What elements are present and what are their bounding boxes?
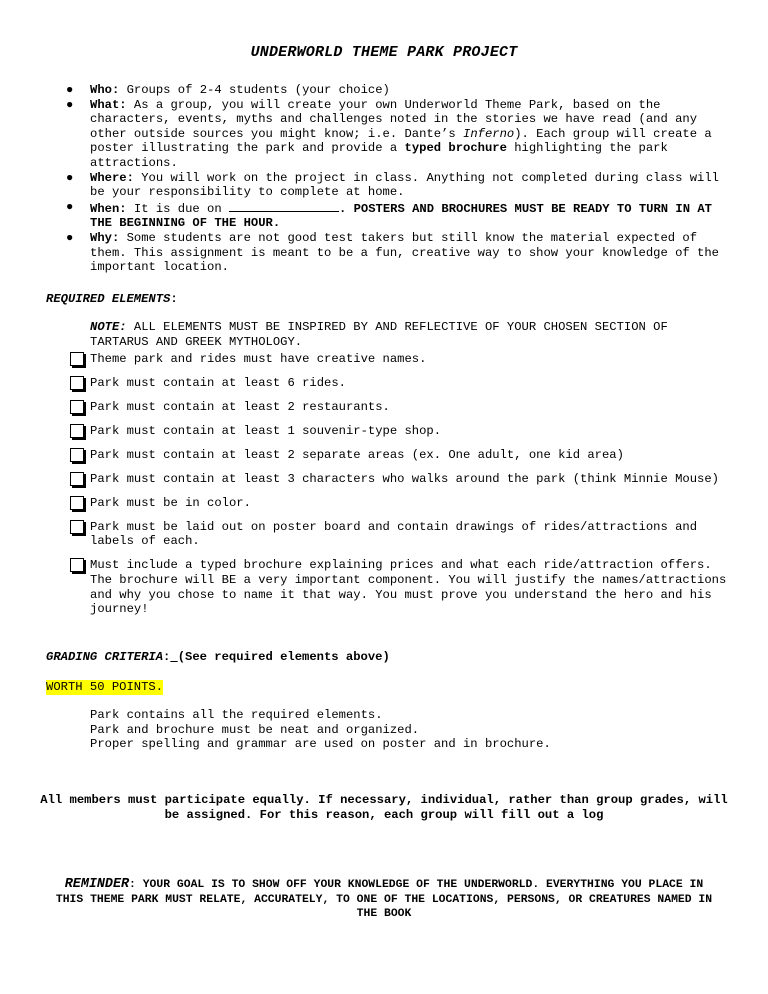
criteria-item: Park and brochure must be neat and organized. (90, 722, 420, 737)
checklist-item (68, 472, 728, 487)
checklist-item (68, 352, 728, 367)
why-label: Why: (90, 230, 120, 245)
project-overview-list (66, 83, 726, 275)
participation-note: All members must participate equally. If necessary, individual, rather than group grades, will be assigned. For this reason, each group will fill out a log (40, 793, 728, 822)
checkbox-icon (70, 496, 84, 510)
where-label: Where: (90, 170, 134, 185)
checklist-item-text: Park must contain at least 2 restaurants. (90, 399, 390, 414)
grading-criteria-list (90, 708, 551, 752)
checklist-item (68, 496, 728, 511)
bullet-icon: ● (66, 83, 74, 97)
grading-text: (See required elements above) (177, 650, 390, 664)
list-item-what (66, 98, 726, 171)
checklist-item-text: Park must contain at least 6 rides. (90, 375, 346, 390)
checklist-item-text: Park must be in color. (90, 495, 251, 510)
checkbox-icon (70, 352, 84, 366)
checklist-item (68, 424, 728, 439)
what-text-2: ). Each group will create a poster illustrating the park and provide a (90, 126, 712, 156)
checklist-item-text: Park must contain at least 1 souvenir-type shop. (90, 423, 442, 438)
required-elements-heading (46, 292, 178, 307)
what-text-3: highlighting the park attractions. (90, 141, 668, 170)
requirements-checklist (68, 352, 728, 626)
note-label: NOTE: (90, 320, 127, 334)
checklist-item-text: Park must contain at least 3 characters who walks around the park (think Minnie Mouse) (90, 471, 719, 486)
reminder-paragraph (50, 878, 718, 922)
grading-label: GRADING CRITERIA (46, 650, 164, 664)
checklist-item (68, 448, 728, 463)
checklist-item-text: Park must be laid out on poster board and contain drawings of rides/attractions and labels of each. (90, 519, 698, 549)
checkbox-icon (70, 472, 84, 486)
what-bold: typed brochure (404, 141, 507, 156)
bullet-icon: ● (66, 199, 74, 214)
what-label: What: (90, 97, 127, 112)
worth-points-highlight: WORTH 50 POINTS. (46, 680, 164, 694)
due-date-blank (229, 200, 339, 212)
where-text: You will work on the project in class. Anything not completed during class will be your responsibility to complete at home. (90, 170, 719, 200)
bullet-icon: ● (66, 97, 74, 112)
who-label: Who: (90, 83, 120, 97)
note-paragraph (90, 320, 700, 349)
page-title: UNDERWORLD THEME PARK PROJECT (250, 44, 518, 61)
criteria-item: Park contains all the required elements. (90, 708, 383, 722)
when-bold: . POSTERS AND BROCHURES MUST BE READY TO TURN IN AT THE BEGINNING OF THE HOUR. (90, 201, 712, 231)
checkbox-icon (70, 448, 84, 462)
criteria-item: Proper spelling and grammar are used on poster and in brochure. (90, 737, 551, 752)
checklist-item-text: Must include a typed brochure explaining prices and what each ride/attraction offers. The brochure will BE a very important component. You will justify the names/attractions and why you chose to name it that way. You must prove you understand the hero and his journey! (90, 558, 727, 617)
required-heading-text: REQUIRED ELEMENTS (46, 292, 171, 306)
what-italic: Inferno (463, 126, 515, 141)
reminder-text: : YOUR GOAL IS TO SHOW OFF YOUR KNOWLEDGE OF THE UNDERWORLD. EVERYTHING YOU PLACE IN THIS THEME PARK MUST RELATE, ACCURATELY, TO ONE OF THE LOCATIONS, PERSONS, OR CREATURES NAMED IN THE BOOK (55, 879, 713, 921)
grading-underline-space (170, 650, 177, 664)
required-heading-colon: : (170, 292, 178, 306)
when-label: When: (90, 201, 127, 216)
reminder-label: REMINDER (64, 877, 130, 892)
list-item-why (66, 231, 726, 275)
grading-criteria-heading (46, 650, 390, 665)
list-item-where (66, 171, 726, 200)
checklist-item-text: Theme park and rides must have creative names. (90, 352, 427, 366)
checkbox-icon (70, 400, 84, 414)
checklist-item (68, 376, 728, 391)
checkbox-icon (70, 424, 84, 438)
bullet-icon: ● (66, 170, 74, 185)
checkbox-icon (70, 520, 84, 534)
list-item-who (66, 83, 726, 98)
when-text: It is due on (126, 201, 229, 216)
who-text: Groups of 2-4 students (your choice) (119, 83, 390, 97)
checklist-item (68, 558, 728, 616)
bullet-icon: ● (66, 230, 74, 245)
checkbox-icon (70, 376, 84, 390)
why-text: Some students are not good test takers but still know the material expected of them. This assignment is meant to be a fun, creative way to show your knowledge of the important location. (90, 230, 719, 275)
note-text: ALL ELEMENTS MUST BE INSPIRED BY AND REFLECTIVE OF YOUR CHOSEN SECTION OF TARTARUS AND GREEK MYTHOLOGY. (90, 320, 668, 349)
what-text: As a group, you will create your own Underworld Theme Park, based on the characters, events, myths and challenges noted in the stories we have read (and any other outside sources you might know; i.e. Dante’s (90, 97, 698, 141)
list-item-when (66, 200, 726, 231)
grading-colon: : (163, 650, 171, 664)
checklist-item-text: Park must contain at least 2 separate areas (ex. One adult, one kid area) (90, 447, 624, 462)
checklist-item (68, 400, 728, 415)
checklist-item (68, 520, 728, 549)
checkbox-icon (70, 558, 84, 572)
